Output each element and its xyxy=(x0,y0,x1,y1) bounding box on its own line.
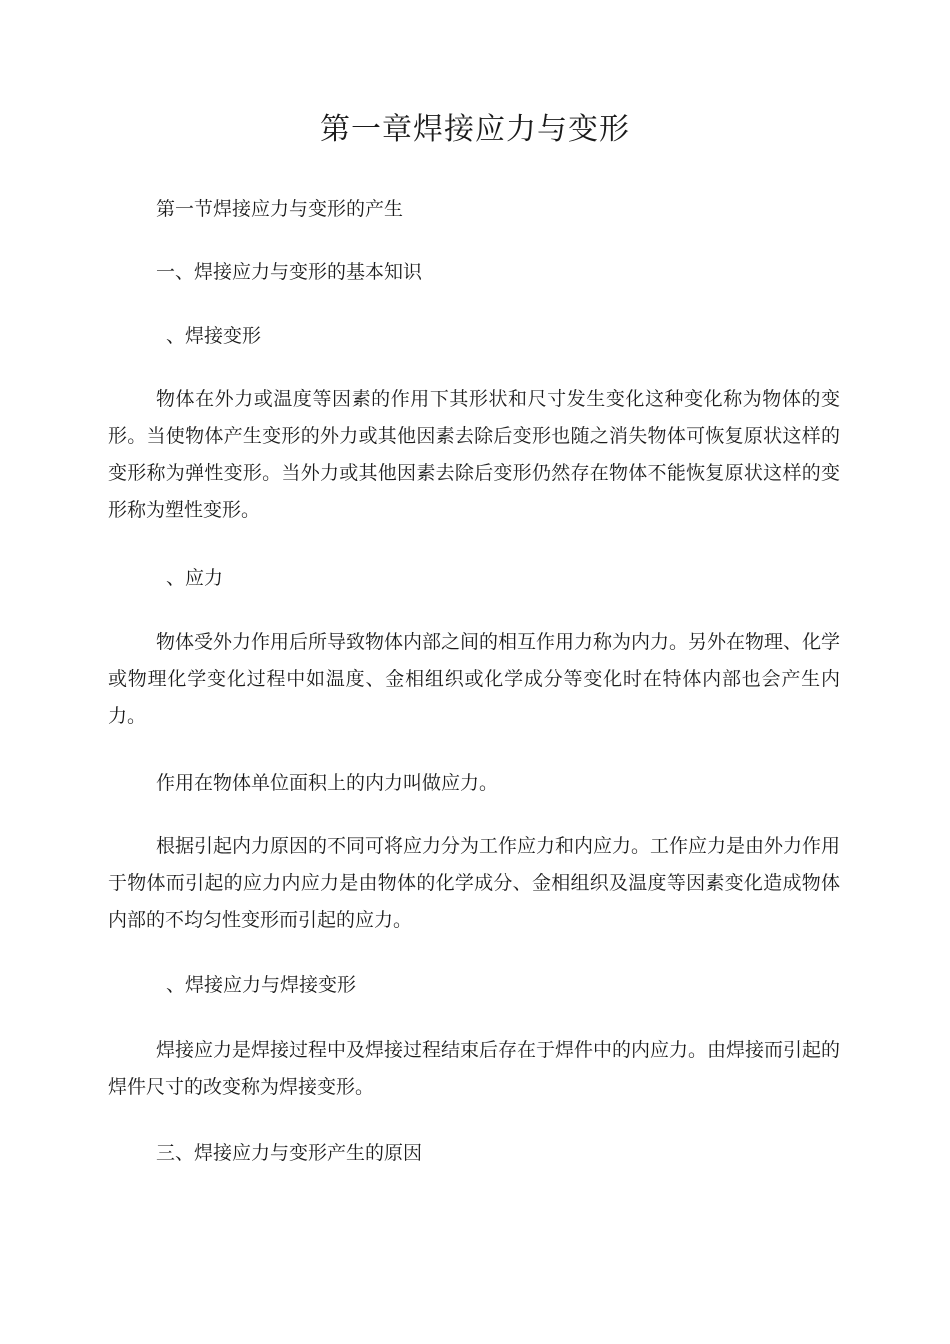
paragraph-internal-force: 物体受外力作用后所导致物体内部之间的相互作用力称为内力。另外在物理、化学或物理化学变化过程中如温度、金相组织或化学成分等变化时在特体内部也会产生内力。 xyxy=(108,631,841,727)
paragraph-stress-definition: 作用在物体单位面积上的内力叫做应力。 xyxy=(156,772,499,794)
paragraph-stress-types: 根据引起内力原因的不同可将应力分为工作应力和内应力。工作应力是由外力作用于物体而引起的应力内应力是由物体的化学成分、金相组织及温度等因素变化造成物体内部的不均匀性变形而引起的应力。 xyxy=(108,835,841,931)
sub1-heading: 、焊接变形 xyxy=(166,325,262,347)
chapter-title: 第一章焊接应力与变形 xyxy=(320,112,630,147)
part3-heading: 三、焊接应力与变形产生的原因 xyxy=(156,1142,423,1164)
paragraph-deformation: 物体在外力或温度等因素的作用下其形状和尺寸发生变化这种变化称为物体的变形。当使物体产生变形的外力或其他因素去除后变形也随之消失物体可恢复原状这样的变形称为弹性变形。当外力或其他因素去除后变形仍然存在物体不能恢复原状这样的变形称为塑性变形。 xyxy=(108,388,840,521)
sub2-heading: 、应力 xyxy=(166,567,224,589)
part1-heading: 一、焊接应力与变形的基本知识 xyxy=(156,261,423,283)
paragraph-welding-stress: 焊接应力是焊接过程中及焊接过程结束后存在于焊件中的内应力。由焊接而引起的焊件尺寸的改变称为焊接变形。 xyxy=(108,1039,841,1098)
section-heading: 第一节焊接应力与变形的产生 xyxy=(156,198,404,220)
sub3-heading: 、焊接应力与焊接变形 xyxy=(166,974,357,996)
